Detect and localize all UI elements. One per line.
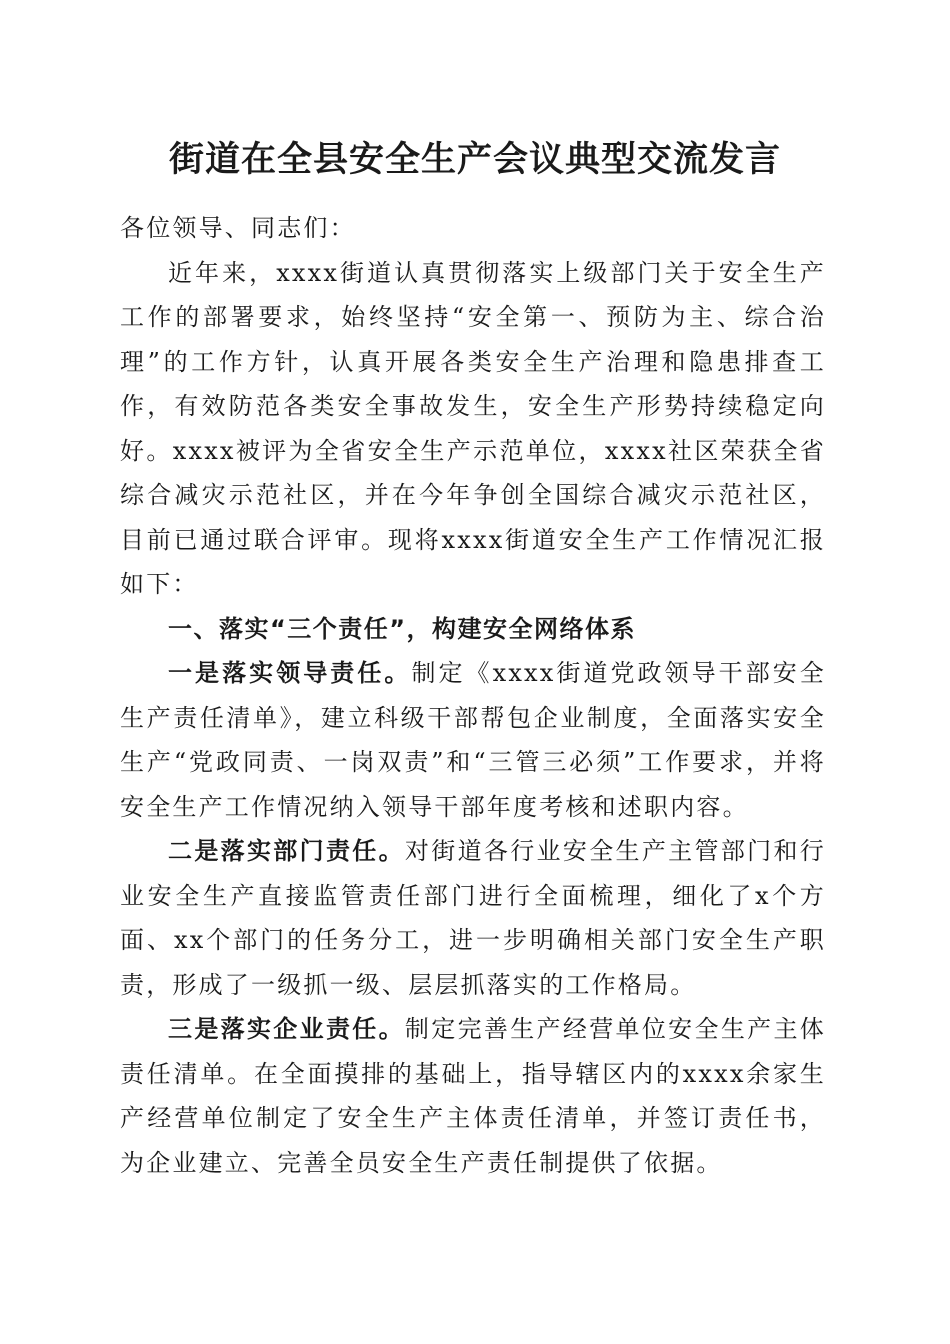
paragraph-leadership-responsibility (120, 651, 826, 829)
paragraph-lead: 二是落实部门责任。 (168, 836, 405, 865)
paragraph-text: 制定《xxxx街道党政领导干部安全生产责任清单》，建立科级干部帮包企业制度，全面落实安全生产“党政同责、一岗双责”和“三管三必须”工作要求，并将安全生产工作情况纳入领导干部年度考核和述职内容。 (120, 659, 826, 821)
document-body (120, 206, 826, 1185)
salutation: 各位领导、同志们： (120, 214, 356, 242)
document-title: 街道在全县安全生产会议典型交流发言 (168, 139, 781, 180)
intro-paragraph: 近年来，xxxx街道认真贯彻落实上级部门关于安全生产工作的部署要求，始终坚持“安全第一、预防为主、综合治理”的工作方针，认真开展各类安全生产治理和隐患排查工作，有效防范各类安全事故发生，安全生产形势持续稳定向好。xxxx被评为全省安全生产示范单位，xxxx社区荣获全省综合减灾示范社区，并在今年争创全国综合减灾示范社区，目前已通过联合评审。现将xxxx街道安全生产工作情况汇报如下： (120, 258, 826, 598)
paragraph-department-responsibility (120, 829, 826, 1007)
paragraph-lead: 一是落实领导责任。 (168, 658, 412, 687)
paragraph-lead: 三是落实企业责任。 (168, 1014, 405, 1043)
section-heading: 一、落实“三个责任”，构建安全网络体系 (168, 614, 637, 643)
paragraph-enterprise-responsibility (120, 1007, 826, 1185)
paragraph-text: 制定完善生产经营单位安全生产主体责任清单。在全面摸排的基础上，指导辖区内的xxxx余家生产经营单位制定了安全生产主体责任清单，并签订责任书，为企业建立、完善全员安全生产责任制提供了依据。 (120, 1015, 826, 1177)
paragraph-text: 对街道各行业安全生产主管部门和行业安全生产直接监管责任部门进行全面梳理，细化了x个方面、xx个部门的任务分工，进一步明确相关部门安全生产职责，形成了一级抓一级、层层抓落实的工作格局。 (120, 837, 826, 999)
